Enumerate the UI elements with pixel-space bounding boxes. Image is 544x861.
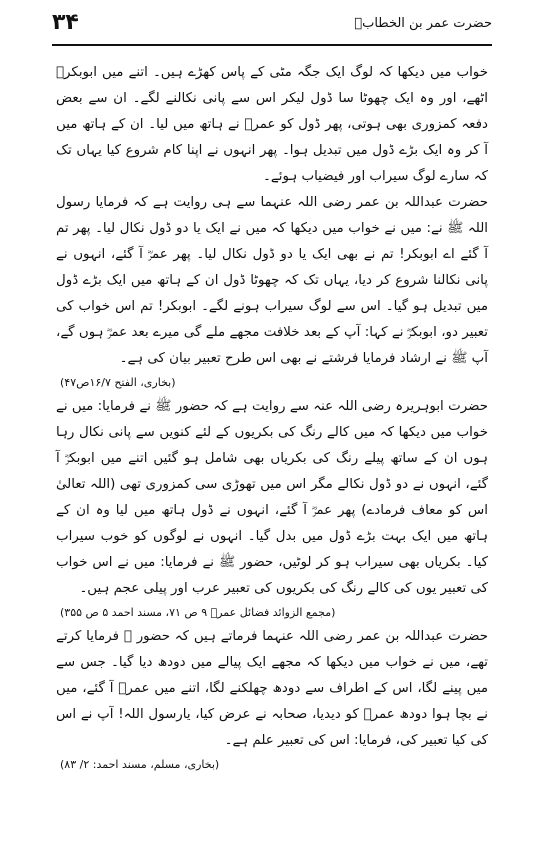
reference-3: (بخاری، مسلم، مسند احمد: ۲/ ۸۳): [60, 758, 220, 771]
reference-2: (مجمع الزوائد فضائل عمرؓ ۹ ص ۷۱، مسند احمد ۵ ص ۳۵۵): [60, 606, 336, 619]
paragraph-2: حضرت عبداللہ بن عمر رضی اللہ عنہما سے ہی روایت ہے کہ فرمایا رسول اللہ ﷺ نے: میں نے خواب میں دیکھا کہ میں نے ایک یا دو ڈول نکال لیا۔ پھر تم آ گئے اے ابوبکر! تم نے بھی ایک یا دو ڈول نکال لیا۔ پھر عمرؓ آ گئے، انہوں نے پانی نکالنا شروع کر دیا، یہاں تک کہ چھوٹا ڈول ان کے ہاتھ میں ایک بڑے ڈول میں تبدیل ہو گیا۔ اس سے لوگ سیراب ہونے لگے۔ ابوبکر! تم اس خواب کی تعبیر دو، ابوبکرؓ نے کہا: آپ کے بعد خلافت مجھے ملے گی میرے بعد عمرؓ ہوں گے، آپ ﷺ نے ارشاد فرمایا فرشتے نے بھی اس طرح تعبیر بیان کی ہے۔: [56, 195, 488, 366]
page-number: ۳۴: [52, 10, 79, 35]
reference-1: (بخاری، الفتح ۱۶/۷ص۴۷): [60, 376, 176, 389]
running-title: حضرت عمر بن الخطابؓ: [354, 16, 492, 31]
header-rule: [52, 44, 492, 46]
page-body: [56, 60, 488, 776]
paragraph-1: خواب میں دیکھا کہ لوگ ایک جگہ مٹی کے پاس کھڑے ہیں۔ اتنے میں ابوبکرؓ اٹھے، اور وہ ایک چھوٹا سا ڈول لیکر اس سے پانی نکالنے لگے۔ ان سے بعض دفعہ کمزوری بھی ہوتی، پھر ڈول کو عمرؓ نے ہاتھ میں لیا۔ ان کے ہاتھ میں آ کر وہ ایک بڑے ڈول میں تبدیل ہوا۔ پھر انہوں نے اپنا کام شروع کیا یہاں تک کہ سارے لوگ سیراب اور فیضیاب ہوئے۔: [56, 65, 488, 184]
page-header: [52, 10, 492, 44]
paragraph-4: حضرت عبداللہ بن عمر رضی اللہ عنہما فرماتے ہیں کہ حضور ﷺ فرمایا کرتے تھے، میں نے خواب میں دیکھا کہ مجھے ایک پیالے میں دودھ دیا گیا۔ جس سے میں پینے لگا، اس کے اطراف سے دودھ چھلکنے لگا، اتنے میں عمرؓ آ گئے، میں نے بچا ہوا دودھ عمرؓ کو دیدیا، صحابہ نے عرض کیا، یارسول اللہ! آپ نے اس کی کیا تعبیر کی، فرمایا: اس کی تعبیر علم ہے۔: [56, 629, 488, 748]
paragraph-3: حضرت ابوہریرہ رضی اللہ عنہ سے روایت ہے کہ حضور ﷺ نے فرمایا: میں نے خواب میں دیکھا کہ میں کالے رنگ کی بکریوں کے لئے کنویں سے پانی نکال رہا ہوں ان کے ساتھ پیلے رنگ کی بکریاں بھی شامل ہو گئیں اتنے میں ابوبکرؓ آ گئے، انہوں نے دو ڈول نکالے مگر اس میں تھوڑی سی کمزوری تھی (اللہ تعالیٰ اس کو معاف فرمادے) پھر عمرؓ آ گئے، انہوں نے ڈول ہاتھ میں لیا وہ ان کے ہاتھ میں ایک بہت بڑے ڈول میں بدل گیا۔ انہوں نے لوگوں کو خوب سیراب کیا۔ بکریاں بھی سیراب ہو کر لوٹیں، حضور ﷺ نے فرمایا: میں نے اس خواب کی تعبیر یوں کی کالے رنگ کی بکریوں کی تعبیر عرب اور پیلی عجم ہیں۔: [56, 399, 488, 596]
